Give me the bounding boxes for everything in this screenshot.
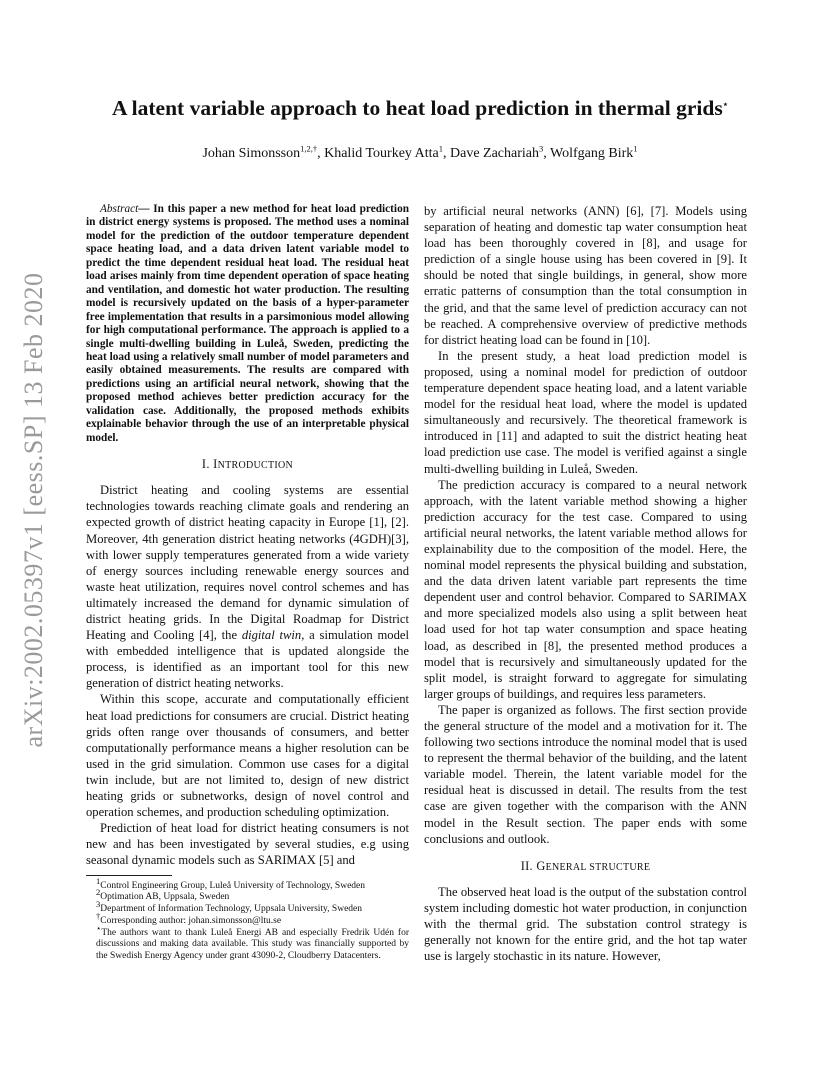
body-paragraph: In the present study, a heat load prediction model is proposed, using a nominal model for prediction of outdoor temperature dependent space heating load, and a latent variable model for the residual heat load, where the model is updated simultaneously and recursively. The theoretical framework is introduced in [11] and adapted to suit the district heating heat load prediction use case. The model is verified against a single multi-dwelling building in Luleå, Sweden. — [424, 348, 747, 476]
footnote-mark: 2 — [96, 887, 101, 898]
body-paragraph: by artificial neural networks (ANN) [6], [7]. Models using separation of heating and domestic tap water consumption heat load has been thoroughly covered in [8], and usage for prediction of a single house using has been covered in [9]. It should be noted that single buildings, in general, show more erratic patterns of consumption than the total consumption in the grid, and that the same level of prediction accuracy can not be reached. A comprehensive overview of predictive methods for district heating load can be found in [10]. — [424, 204, 747, 347]
footnote-mark: 1 — [96, 875, 101, 886]
abstract-dash: — — [138, 203, 154, 215]
intro-paragraph-3: Prediction of heat load for district heating consumers is not new and has been investigated by several studies, e.g using seasonal dynamic models such as SARIMAX [5] and — [86, 821, 409, 868]
footnotes — [86, 875, 409, 963]
author-affiliation: 1 — [633, 143, 638, 154]
body-paragraph: The prediction accuracy is compared to a neural network approach, with the latent variable method showing a higher prediction accuracy for the test case. Compared to using artificial neural networks, the latent variable method allows for explainability due to the composition of the model. Here, the nominal model represents the physical building and substation, and the data driven latent variable part represents the time dependent user and control behavior. Compared to SARIMAX and more specialized models also using a split between heat load used for hot tap water consumption and space heating load, as described in [8], the presented method produces a model that is recursively and simultaneously updated for the split model, is straight forward to aggregate for simulating larger groups of buildings, and requires less parameters. — [424, 477, 747, 701]
abstract — [86, 203, 409, 445]
section-heading-introduction — [86, 456, 409, 474]
section-smallcaps: ENERAL STRUCTURE — [545, 861, 651, 873]
arxiv-identifier: arXiv:2002.05397v1 [eess.SP] 13 Feb 2020 — [19, 272, 48, 748]
title-footnote-mark: ⋆ — [722, 98, 729, 109]
intro-paragraph-2: Within this scope, accurate and computationally efficient heat load predictions for consumers are crucial. District heating grids often range over thousands of consumers, and better computationally performance means a higher resolution can be used in the grid simulation. Common use cases for a digital twin include, but are not limited to, design of new district heating grids or subnetworks, design of novel control and operation schemes, and production scheduling optimization. — [86, 692, 409, 820]
section-initial: G — [536, 858, 546, 873]
intro-text: , a simulation model with embedded intelligence that is updated alongside the process, is identified as an important tool for this new generation of district heating networks. — [86, 628, 409, 691]
author-affiliation: 3 — [539, 143, 544, 154]
author-name: Khalid Tourkey Atta — [324, 146, 439, 161]
intro-text: District heating and cooling systems are essential technologies towards reaching climate goals and rendering an expected growth of district heating capacity in Europe [1], [2]. Moreover, 4th generation district heating networks (4GDH)[3], with lower supply temperatures generated from a wide variety of energy sources including renewable energy sources and waste heat utilization, requires novel control schemes and has ultimately increased the demand for dynamic simulation of district heating grids. In the Digital Roadmap for District Heating and Cooling [4], the — [86, 483, 409, 643]
paper-title-text: A latent variable approach to heat load prediction in thermal grids — [111, 96, 723, 120]
footnote — [86, 887, 409, 904]
footnote-text: Corresponding author: johan.simonsson@ltu.se — [100, 915, 282, 926]
author-list: Johan Simonsson$^{1,2,\dagger}$, Khalid Tourkey Atta$^1$, Dave Zachariah$^3$, Wolfgang Birk$^1$ — [202, 143, 638, 161]
author-name: Wolfgang Birk — [550, 146, 634, 161]
intro-emphasis: digital twin — [241, 628, 302, 643]
footnote — [86, 910, 409, 928]
left-column — [86, 203, 409, 962]
author-affiliation: 1,2,† — [300, 143, 318, 154]
footnote — [86, 899, 409, 916]
paper-title — [60, 96, 780, 121]
footnote-text: Control Engineering Group, Luleå University of Technology, Sweden — [100, 880, 366, 891]
footnote-mark: ⋆ — [96, 922, 102, 933]
footnote-mark: † — [96, 910, 101, 921]
author-affiliation: 1 — [438, 143, 443, 154]
author-name: Dave Zachariah — [450, 146, 539, 161]
section-numeral: I. — [201, 457, 214, 472]
footnote — [86, 875, 409, 893]
author-name: Johan Simonsson — [202, 146, 301, 161]
section-heading-general-structure — [424, 858, 747, 876]
abstract-label: Abstract — [100, 203, 139, 215]
intro-paragraph-1 — [86, 482, 409, 691]
abstract-text: In this paper a new method for heat load prediction in district energy systems is proposed. The method uses a nominal model for the prediction of the outdoor temperature dependent space heating load, and a data driven latent variable model to predict the time dependent residual heat load. The residual heat load arises mainly from time dependent operation of space heating and ventilation, and domestic hot water production. The resulting model is recursively updated on the basis of a hyper-parameter free implementation that results in a parsimonious model allowing for high computational performance. The approach is applied to a single multi-dwelling building in Luleå, Sweden, predicting the heat load using a relatively small number of model parameters and easily obtained measurements. The results are compared with predictions using an artificial neural network, showing that the proposed method achieves better prediction accuracy for the validation case. Additionally, the proposed methods exhibits explainable behavior through the use of an interpretable physical model. — [86, 203, 409, 444]
body-paragraph: The observed heat load is the output of the substation control system including domestic hot water production, in conjunction with the thermal grid. The substation control strategy is generally not known for the entire grid, and the hot tap water use is largely stochastic in its nature. However, — [424, 884, 747, 964]
section-initial: I — [213, 457, 218, 472]
body-paragraph: The paper is organized as follows. The first section provide the general structure of the model and a motivation for it. The following two sections introduce the nominal model that is used to represent the thermal behavior of the building, and the latent variable model. Therein, the latent variable model for the residual heat is discussed in detail. The results from the test case are given together with the comparison with the ANN model in the Result section. The paper ends with some conclusions and outlook. — [424, 702, 747, 846]
right-column — [424, 203, 747, 964]
arxiv-sidebar — [14, 250, 54, 770]
footnote — [86, 922, 409, 963]
footnote-text: Department of Information Technology, Uppsala University, Sweden — [100, 904, 363, 915]
footnote-text: The authors want to thank Luleå Energi AB and especially Fredrik Udén for discussions and making data available. This study was financially supported by the Swedish Energy Agency under grant 43090-2, Cloudberry Datacenters. — [96, 927, 409, 961]
footnote-mark: 3 — [96, 899, 101, 909]
section-numeral: II. — [520, 858, 537, 873]
section-smallcaps: NTRODUCTION — [217, 460, 294, 472]
footnote-text: Optimation AB, Uppsala, Sweden — [100, 892, 230, 903]
